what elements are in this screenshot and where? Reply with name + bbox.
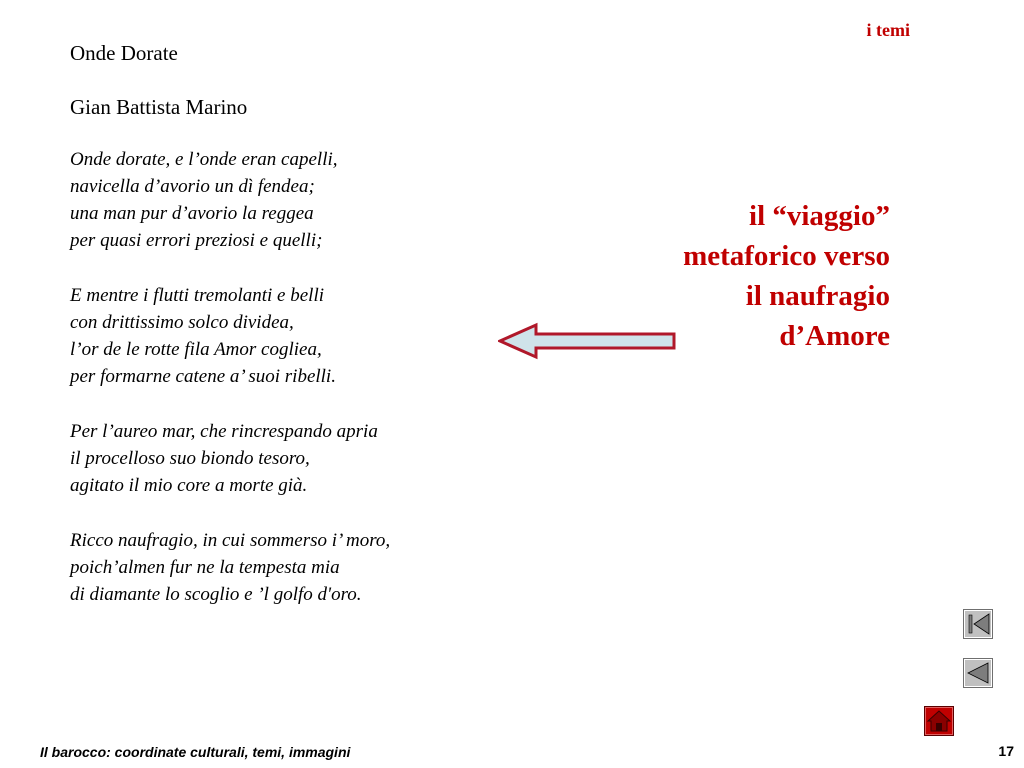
poem-line: il procelloso suo biondo tesoro, <box>70 448 310 469</box>
poem-line: Ricco naufragio, in cui sommerso i’ moro, <box>70 530 391 551</box>
previous-slide-button[interactable] <box>963 658 993 688</box>
poem-line: con drittissimo solco dividea, <box>70 312 294 333</box>
stanza <box>70 527 530 608</box>
footer-title: Il barocco: coordinate culturali, temi, immagini <box>40 744 351 760</box>
callout-line: d’Amore <box>779 320 890 352</box>
poem-author: Gian Battista Marino <box>70 95 248 119</box>
poem-line: una man pur d’avorio la reggea <box>70 203 314 224</box>
poem-line: E mentre i flutti tremolanti e belli <box>70 285 324 306</box>
stanza <box>70 282 530 390</box>
left-arrow-icon <box>498 322 678 360</box>
poem-line: poich’almen fur ne la tempesta mia <box>70 557 340 578</box>
poem-line: Per l’aureo mar, che rincrespando apria <box>70 421 378 442</box>
callout-line: metaforico verso <box>683 240 890 272</box>
poem-line: Onde dorate, e l’onde eran capelli, <box>70 149 338 170</box>
poem-line: l’or de le rotte fila Amor cogliea, <box>70 339 322 360</box>
callout-line: il “viaggio” <box>749 200 890 232</box>
poem <box>70 40 530 636</box>
poem-line: per quasi errori preziosi e quelli; <box>70 230 323 251</box>
poem-line: agitato il mio core a morte già. <box>70 475 308 496</box>
poem-line: di diamante lo scoglio e ’l golfo d'oro. <box>70 584 362 605</box>
callout-line: il naufragio <box>745 280 890 312</box>
poem-title: Onde Dorate <box>70 41 178 65</box>
stanza <box>70 418 530 499</box>
stanza <box>70 146 530 254</box>
home-button[interactable] <box>924 706 954 736</box>
section-tag: i temi <box>866 20 910 40</box>
poem-line: navicella d’avorio un dì fendea; <box>70 176 315 197</box>
first-slide-button[interactable] <box>963 609 993 639</box>
page-number: 17 <box>998 743 1014 759</box>
poem-line: per formarne catene a’ suoi ribelli. <box>70 366 336 387</box>
